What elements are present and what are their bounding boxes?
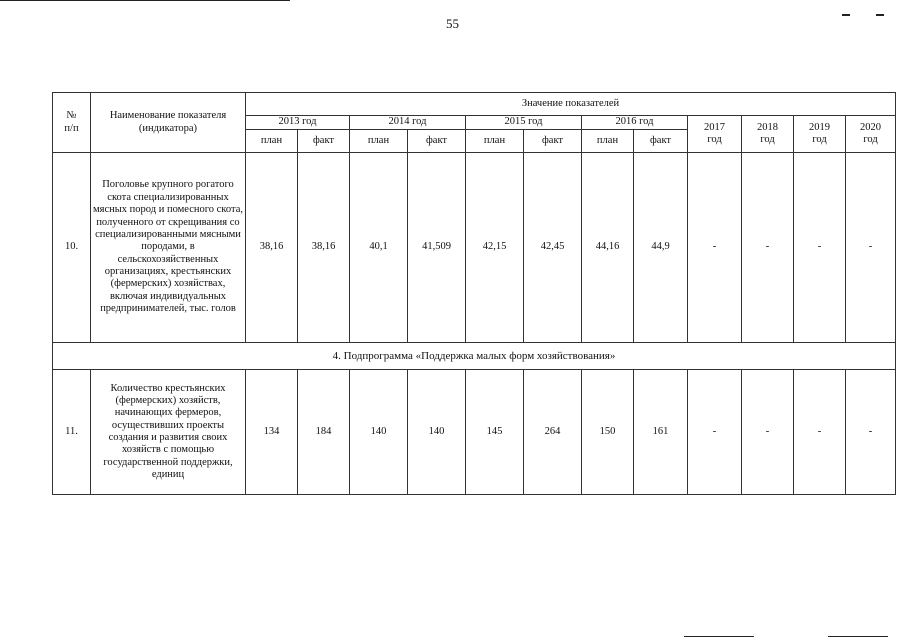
value-cell: - bbox=[742, 153, 794, 343]
value-cell: 150 bbox=[582, 370, 634, 495]
value-cell: - bbox=[742, 370, 794, 495]
value-cell: - bbox=[688, 370, 742, 495]
fact-header-2013: факт bbox=[298, 130, 350, 153]
year-header-2015: 2015 год bbox=[466, 116, 582, 130]
value-cell: 38,16 bbox=[246, 153, 298, 343]
year-header-2020: 2020 год bbox=[846, 116, 896, 153]
year-header-2019: 2019 год bbox=[794, 116, 846, 153]
value-cell: - bbox=[688, 153, 742, 343]
plan-header-2014: план bbox=[350, 130, 408, 153]
value-cell: 140 bbox=[350, 370, 408, 495]
value-cell: 38,16 bbox=[298, 153, 350, 343]
section-title: 4. Подпрограмма «Поддержка малых форм хозяйствования» bbox=[53, 343, 896, 370]
value-cell: 41,509 bbox=[408, 153, 466, 343]
row-number: 11. bbox=[53, 370, 91, 495]
fact-header-2014: факт bbox=[408, 130, 466, 153]
value-cell: 264 bbox=[524, 370, 582, 495]
value-cell: 40,1 bbox=[350, 153, 408, 343]
col-header-values: Значение показателей bbox=[246, 93, 896, 116]
year-header-2014: 2014 год bbox=[350, 116, 466, 130]
plan-header-2015: план bbox=[466, 130, 524, 153]
value-cell: 145 bbox=[466, 370, 524, 495]
value-cell: - bbox=[794, 153, 846, 343]
scan-mark-bottom-right-1 bbox=[684, 636, 754, 637]
section-row bbox=[53, 343, 896, 370]
value-cell: 42,15 bbox=[466, 153, 524, 343]
header-row-1 bbox=[53, 93, 896, 116]
value-cell: 140 bbox=[408, 370, 466, 495]
value-cell: - bbox=[846, 370, 896, 495]
year-header-2018: 2018 год bbox=[742, 116, 794, 153]
plan-header-2013: план bbox=[246, 130, 298, 153]
indicators-table bbox=[52, 92, 896, 495]
year-header-2017: 2017 год bbox=[688, 116, 742, 153]
indicator-name: Поголовье крупного рогатого скота специализированных мясных пород и помесного скота, полученного от скрещивания со специализированными мясными породами, в сельскохозяйственных организациях, крестьянских (фермерских) хозяйствах, включая индивидуальных предпринимателей, тыс. голов bbox=[91, 153, 246, 343]
value-cell: 184 bbox=[298, 370, 350, 495]
col-header-name: Наименование показателя (индикатора) bbox=[91, 93, 246, 153]
scan-mark-bottom-right-2 bbox=[828, 636, 888, 637]
fact-header-2015: факт bbox=[524, 130, 582, 153]
scan-mark-top-right-2 bbox=[876, 14, 884, 16]
year-header-2013: 2013 год bbox=[246, 116, 350, 130]
value-cell: - bbox=[794, 370, 846, 495]
table-row bbox=[53, 370, 896, 495]
value-cell: 161 bbox=[634, 370, 688, 495]
indicator-name: Количество крестьянских (фермерских) хозяйств, начинающих фермеров, осуществивших проекты создания и развития своих хозяйств с помощью государственной поддержки, единиц bbox=[91, 370, 246, 495]
col-header-no: № п/п bbox=[53, 93, 91, 153]
scan-mark-top-left bbox=[0, 0, 290, 1]
value-cell: - bbox=[846, 153, 896, 343]
table-row bbox=[53, 153, 896, 343]
row-number: 10. bbox=[53, 153, 91, 343]
value-cell: 44,9 bbox=[634, 153, 688, 343]
plan-header-2016: план bbox=[582, 130, 634, 153]
year-header-2016: 2016 год bbox=[582, 116, 688, 130]
value-cell: 134 bbox=[246, 370, 298, 495]
scan-mark-top-right-1 bbox=[842, 14, 850, 16]
page-number: 55 bbox=[446, 16, 459, 31]
value-cell: 44,16 bbox=[582, 153, 634, 343]
value-cell: 42,45 bbox=[524, 153, 582, 343]
fact-header-2016: факт bbox=[634, 130, 688, 153]
